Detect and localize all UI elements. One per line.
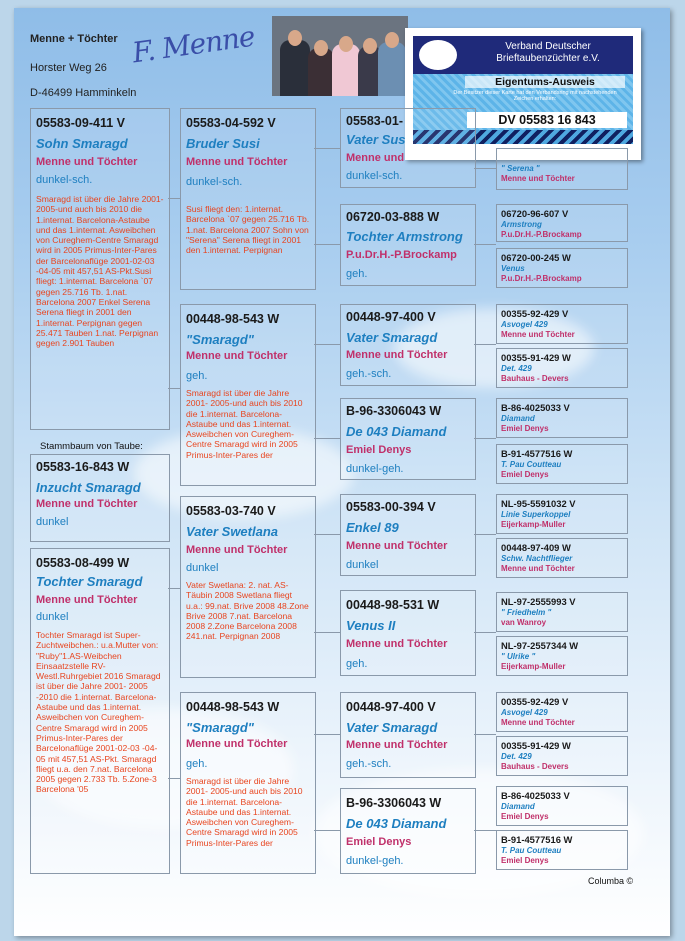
gen3-color: dunkel (346, 559, 379, 571)
father-name: Sohn Smaragd (36, 136, 128, 151)
connector-line (314, 632, 340, 633)
connector-line (474, 438, 496, 439)
gen4-owner: P.u.Dr.H.-P.Brockamp (501, 274, 582, 283)
gen4-ring: B-86-4025033 V (501, 790, 570, 801)
gen2-color: dunkel (186, 562, 219, 574)
gen4-ring: B-91-4577516 W (501, 448, 573, 459)
gen2-notes: Smaragd ist über die Jahre 2001- 2005-und auch bis 2010 die 1.internat. Barcelona-Astaube und das 1.internat. Asweibchen von Cureghem-Centre Smaragd wird in 2005 Primus-Inter-Pares der (186, 776, 303, 848)
connector-line (314, 734, 340, 735)
breeder-name: Menne + Töchter (30, 33, 118, 45)
gen4-box (496, 692, 628, 732)
gen3-name: Vater Sus (346, 132, 406, 147)
connector-line (314, 830, 340, 831)
gen2-name: "Smaragd" (186, 720, 254, 735)
pigeon-logo-icon (419, 40, 457, 70)
family-photo (272, 16, 408, 96)
gen4-box (496, 538, 628, 578)
gen4-box (496, 148, 628, 190)
gen3-ring: 00448-97-400 V (346, 310, 436, 324)
gen4-ring: 00448-97-409 W (501, 542, 571, 553)
gen4-ring: 00355-92-429 V (501, 308, 569, 319)
gen4-name: Diamand (501, 414, 535, 423)
gen3-color: dunkel-geh. (346, 855, 404, 867)
gen4-name: " Ulrike " (501, 652, 536, 661)
gen4-owner: Menne und Töchter (501, 718, 575, 727)
gen3-ring: 05583-01- (346, 114, 403, 128)
gen3-ring: B-96-3306043 W (346, 404, 442, 418)
gen4-ring: 06720-00-245 W (501, 252, 571, 263)
gen2-color: geh. (186, 758, 208, 770)
gen4-ring: 00355-91-429 W (501, 352, 571, 363)
gen4-owner: Menne und Töchter (501, 174, 575, 183)
gen4-box (496, 736, 628, 776)
gen3-color: geh.-sch. (346, 368, 392, 380)
footer-copyright: Columba © (588, 876, 634, 886)
gen4-owner: van Wanroy (501, 618, 547, 627)
gen2-ring: 05583-04-592 V (186, 116, 276, 130)
father-owner: Menne und Töchter (36, 156, 138, 168)
gen4-box (496, 248, 628, 288)
connector-line (474, 244, 496, 245)
breeder-street: Horster Weg 26 (30, 62, 107, 74)
pigeon-name: Inzucht Smaragd (36, 480, 141, 495)
mother-color: dunkel (36, 611, 69, 623)
gen4-ring: B-91-4577516 W (501, 834, 573, 845)
mother-notes: Tochter Smaragd ist Super-Zuchtweibchen.: u.a.Mutter von: "Ruby"1.AS-Weibchen Einsaatzstelle RV-Westl.Ruhrgebiet 2016 Smaragd ist über die Jahre 2001- 2005 -2010 die 1.internat. Barcelona-Astaube und das 1.internat. Asweibchen von Cureghem-Centre Smaragd wird in 2005 Primus-Inter-Pares der Barcelonaflüge 2001-02-03 -04-05 mit 457,51 AS-Pkt. Smaragd fliegt u.a. den 7.nat. Barcelona 2005 gegen 2.733 Tb. 5.Zone-3 Barcelona '05 (36, 630, 161, 795)
connector-line (474, 344, 496, 345)
gen4-ring: 00355-91-429 W (501, 740, 571, 751)
gen3-owner: Menne und Töchter (346, 638, 448, 650)
gen3-name: Vater Smaragd (346, 720, 438, 735)
father-color: dunkel-sch. (36, 174, 93, 186)
connector-line (314, 344, 340, 345)
gen4-name: " Serena " (501, 164, 540, 173)
connector-line (474, 830, 496, 831)
gen2-notes: Susi fliegt den: 1.internat. Barcelona `07 gegen 25.716 Tb. 1.nat. Barcelona 2007 Sohn von "Serena" Serena fliegt in 2001 den 1.internat. Perpignan (186, 204, 310, 256)
gen4-name: Schw. Nachtflieger (501, 554, 573, 563)
gen4-owner: Emiel Denys (501, 856, 549, 865)
gen3-name: De 043 Diamand (346, 816, 447, 831)
gen4-ring: B-86-4025033 V (501, 402, 570, 413)
gen4-ring: NL-95-5591032 V (501, 498, 576, 509)
gen4-box (496, 204, 628, 242)
gen4-ring: 06720-96-607 V (501, 208, 569, 219)
connector-line (314, 148, 340, 149)
gen4-name: Det. 429 (501, 364, 532, 373)
gen3-name: Vater Smaragd (346, 330, 438, 345)
father-notes: Smaragd ist über die Jahre 2001- 2005-und auch bis 2010 die 1.internat. Barcelona-Astaube und das 1.internat. Asweibchen von Cureghem-Centre Smaragd wird in 2005 Primus-Inter-Pares der Barcelonaflüge 2001-02-03 -04-05 mit 457,51 AS-Pkt.Susi fliegt: 1.internat. Barcelona `07 gegen 25.716 Tb. 1.nat. Barcelona 2007 Enkel Serena Serena fliegt in 2001 den 1.internat. Perpignan gegen 25.471 Tauben 1.nat. Perpignan gegen 2.901 Tauben (36, 194, 164, 349)
gen3-color: geh. (346, 268, 368, 280)
gen4-box (496, 636, 628, 676)
gen4-ring: NL-97-2557344 W (501, 640, 579, 651)
connector-line (168, 588, 180, 589)
gen4-owner: Emiel Denys (501, 424, 549, 433)
connector-line (168, 778, 180, 779)
gen3-ring: 05583-00-394 V (346, 500, 436, 514)
gen3-owner: Menne und Töchter (346, 739, 448, 751)
connector-line (314, 438, 340, 439)
gen2-ring: 00448-98-543 W (186, 312, 280, 326)
gen3-ring: B-96-3306043 W (346, 796, 442, 810)
gen4-name: Det. 429 (501, 752, 532, 761)
gen2-color: dunkel-sch. (186, 176, 243, 188)
mother-name: Tochter Smaragd (36, 574, 143, 589)
gen3-owner: P.u.Dr.H.-P.Brockamp (346, 249, 457, 261)
mother-ring: 05583-08-499 W (36, 556, 130, 570)
pigeon-owner: Menne und Töchter (36, 498, 138, 510)
connector-line (168, 388, 180, 389)
gen2-notes: Vater Swetlana: 2. nat. AS-Täubin 2008 Swetlana fliegt u.a.: 99.nat. Brive 2008 48.Zone Brive 2008 7.nat. Barcelona 2008 2.Zone Barcelona 2008 241.nat. Perpignan 2008 (186, 580, 309, 642)
pedigree-sheet (14, 8, 670, 936)
gen2-owner: Menne und Töchter (186, 350, 288, 362)
connector-line (314, 534, 340, 535)
connector-line (474, 534, 496, 535)
gen4-owner: P.u.Dr.H.-P.Brockamp (501, 230, 582, 239)
gen2-owner: Menne und Töchter (186, 544, 288, 556)
gen4-box (496, 494, 628, 534)
gen3-owner: Menne und Töchter (346, 540, 448, 552)
gen3-color: dunkel-sch. (346, 170, 403, 182)
gen4-box (496, 786, 628, 826)
gen3-ring: 00448-97-400 V (346, 700, 436, 714)
gen4-box (496, 304, 628, 344)
gen3-name: Enkel 89 (346, 520, 399, 535)
gen4-name: T. Pau Coutteau (501, 460, 562, 469)
gen2-name: Vater Swetlana (186, 524, 279, 539)
pigeon-ring: 05583-16-843 W (36, 460, 130, 474)
gen4-owner: Bauhaus - Devers (501, 762, 569, 771)
gen2-owner: Menne und Töchter (186, 156, 288, 168)
gen4-owner: Emiel Denys (501, 812, 549, 821)
gen4-ring: NL-97-2555993 V (501, 596, 576, 607)
gen3-color: dunkel-geh. (346, 463, 404, 475)
gen2-name: "Smaragd" (186, 332, 254, 347)
gen4-name: Armstrong (501, 220, 542, 229)
pigeon-color: dunkel (36, 516, 69, 528)
gen2-ring: 05583-03-740 V (186, 504, 276, 518)
gen4-name: Asvogel 429 (501, 708, 548, 717)
gen4-owner: Menne und Töchter (501, 330, 575, 339)
gen2-color: geh. (186, 370, 208, 382)
gen4-box (496, 592, 628, 632)
card-title: Eigentums-Ausweis (465, 76, 625, 88)
connector-line (474, 168, 496, 169)
gen4-box (496, 398, 628, 438)
gen4-box (496, 444, 628, 484)
gen3-name: Venus II (346, 618, 396, 633)
gen3-color: geh.-sch. (346, 758, 392, 770)
gen3-owner: Menne und Töchter (346, 349, 448, 361)
gen4-name: " Friedhelm " (501, 608, 552, 617)
gen4-name: Linie Superkoppel (501, 510, 571, 519)
gen3-color: geh. (346, 658, 368, 670)
gen4-owner: Emiel Denys (501, 470, 549, 479)
breeder-city: D-46499 Hamminkeln (30, 87, 137, 99)
card-subtitle: Der Besitzer dieser Karte hat den Verbandsring mit nachstehenden Zeichen erhalten: (453, 90, 617, 102)
gen4-name: Diamand (501, 802, 535, 811)
gen2-notes: Smaragd ist über die Jahre 2001- 2005-und auch bis 2010 die 1.internat. Barcelona-Astaube und das 1.internat. Asweibchen von Cureghem-Centre Smaragd wird in 2005 Primus-Inter-Pares der (186, 388, 303, 460)
signature: F. Menne (130, 19, 257, 70)
gen3-owner: Emiel Denys (346, 836, 412, 848)
gen2-ring: 00448-98-543 W (186, 700, 280, 714)
gen4-ring: 00355-92-429 V (501, 696, 569, 707)
gen3-ring: 00448-98-531 W (346, 598, 440, 612)
connector-line (474, 734, 496, 735)
gen3-owner: Menne und (346, 152, 405, 164)
gen4-owner: Menne und Töchter (501, 564, 575, 573)
gen3-name: De 043 Diamand (346, 424, 447, 439)
gen4-name: Venus (501, 264, 525, 273)
gen4-owner: Eijerkamp-Muller (501, 662, 566, 671)
gen4-box (496, 348, 628, 388)
gen3-owner: Emiel Denys (346, 444, 412, 456)
gen4-name: T. Pau Coutteau (501, 846, 562, 855)
gen4-box (496, 830, 628, 870)
gen4-name: Asvogel 429 (501, 320, 548, 329)
connector-line (474, 632, 496, 633)
pedigree-label: Stammbaum von Taube: (40, 441, 143, 452)
gen4-owner: Bauhaus - Devers (501, 374, 569, 383)
card-org: Verband Deutscher Brieftaubenzüchter e.V. (496, 41, 600, 64)
connector-line (314, 244, 340, 245)
gen2-owner: Menne und Töchter (186, 738, 288, 750)
connector-line (168, 198, 180, 199)
gen4-owner: Eijerkamp-Muller (501, 520, 566, 529)
father-ring: 05583-09-411 V (36, 116, 125, 130)
gen2-name: Bruder Susi (186, 136, 260, 151)
gen3-name: Tochter Armstrong (346, 229, 463, 244)
gen3-ring: 06720-03-888 W (346, 210, 440, 224)
card-ring-number: DV 05583 16 843 (467, 112, 627, 128)
mother-owner: Menne und Töchter (36, 594, 138, 606)
